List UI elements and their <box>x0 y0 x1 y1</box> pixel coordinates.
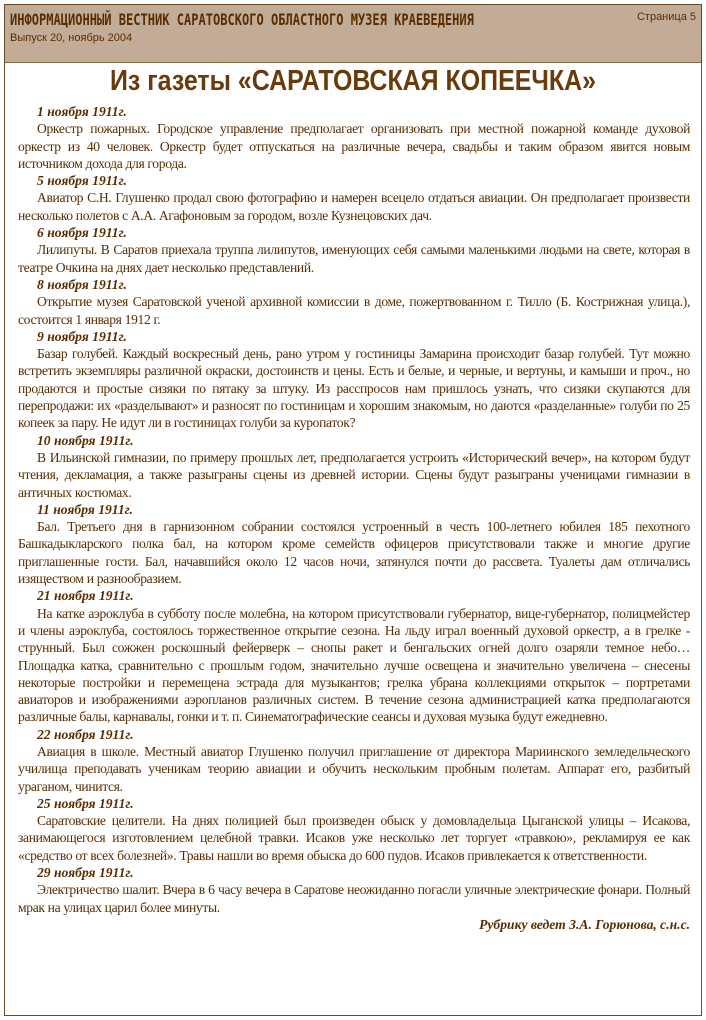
entry-date: 22 ноября 1911г. <box>37 726 134 742</box>
entry-date: 6 ноября 1911г. <box>37 225 127 241</box>
newsletter-title: ИНФОРМАЦИОННЫЙ ВЕСТНИК САРАТОВСКОГО ОБЛАСТНОГО МУЗЕЯ КРАЕВЕДЕНИЯ <box>10 11 474 30</box>
entry-date: 21 ноября 1911г. <box>37 588 134 604</box>
entry-text: Авиация в школе. Местный авиатор Глушенко получил приглашение от директора Мариинского земледельческого училища преподавать ученикам теорию авиации и обучить нескольким пробным полетам. Аппарат его, разбитый ураганом, чинится. <box>18 743 690 794</box>
entry-date: 11 ноября 1911г. <box>37 501 133 517</box>
entry-date: 25 ноября 1911г. <box>37 795 134 811</box>
entry-text: Саратовские целители. На днях полицией был произведен обыск у домовладельца Цыганской улицы – Исакова, занимающегося изготовлением целебной травки. Исаков уже несколько лет торгует «травкою», рекламируя ее как «средство от всех болезней». Травы нашли во время обыска до 600 пудов. Исаков привлекается к ответственности. <box>18 813 690 863</box>
page-number: Страница 5 <box>636 11 696 23</box>
signature: Рубрику ведет З.А. Горюнова, с.н.с. <box>479 916 690 932</box>
entry-text: Электричество шалит. Вчера в 6 часу вечера в Саратове неожиданно погасли уличные электрические фонари. Полный мрак на улицах царил более минуты. <box>18 882 690 915</box>
issue-label: Выпуск 20, ноябрь 2004 <box>10 32 133 44</box>
entry-date: 29 ноября 1911г. <box>37 865 134 881</box>
entry-text: Открытие музея Саратовской ученой архивной комиссии в доме, пожертвованном г. Тилло (Б. Кострижная улица.), состоится 1 января 1912 г. <box>18 294 690 327</box>
article-body <box>18 103 690 933</box>
entry-date: 10 ноября 1911г. <box>37 432 134 448</box>
entry-text: Бал. Третьего дня в гарнизонном собрании состоялся устроенный в честь 100-летнего юбилея 185 пехотного Башкадыкларского полка бал, на котором кроме семейств офицеров присутствовали также и многие другие приглашенные гости. Бал, начавшийся около 12 часов ночи, затянулся почти до рассвета. Туалеты дам отличались изяществом и разнообразием. <box>18 519 690 587</box>
entry-text: Базар голубей. Каждый воскресный день, рано утром у гостиницы Замарина происходит базар голубей. Тут можно встретить экземпляры различной окраски, достоинств и цены. Есть и белые, и черные, и вертуны, и камыши и проч., но продаются и простые сизяки по пятаку за штуку. Из расспросов нам пришлось узнать, что сизяки скупаются для перепродажи: их «разделывают» и разносят по гостиницам и хорошим знакомым, но даются «разделанные» голуби по 25 копеек за пару. Не идут ли в гостиницах голуби за куропаток? <box>18 346 690 431</box>
masthead <box>5 5 701 63</box>
article-title: Из газеты «САРАТОВСКАЯ КОПЕЕЧКА» <box>110 65 596 97</box>
entry-date: 1 ноября 1911г. <box>37 104 127 119</box>
page-frame <box>4 4 702 1016</box>
entry-date: 9 ноября 1911г. <box>37 328 127 344</box>
entry-text: В Ильинской гимназии, по примеру прошлых лет, предполагается устроить «Исторический вечер», на котором будут чтения, декламация, а также разыграны сцены из древней истории. Сцены будут разыграны ученицами гимназии в античных костюмах. <box>18 449 690 500</box>
entry-text: Авиатор С.Н. Глушенко продал свою фотографию и намерен всецело отдаться авиации. Он предполагает произвести несколько полетов с А.А. Агафоновым за городом, возле Кузнецовских дач. <box>18 190 690 223</box>
entry-text: Оркестр пожарных. Городское управление предполагает организовать при местной пожарной команде духовой оркестр из 40 человек. Оркестр будет отпускаться на различные вечера, свадьбы и таким образом явится новым источником дохода для города. <box>18 121 690 171</box>
entry-text: На катке аэроклуба в субботу после молебна, на котором присутствовали губернатор, вице-губернатор, полицмейстер и члены аэроклуба, состоялось торжественное открытие сезона. На льду играл военный духовой оркестр, а в грелке - струнный. Был сожжен роскошный фейерверк – снопы ракет и бенгальских огней долго озаряли темное небо… Площадка катка, сравнительно с прошлым годом, значительно лучше освещена и значительно увеличена – снесены некоторые постройки и перемещена эстрада для музыкантов; грелка убрана коллекциями открыток – портретами авиаторов и изображениями аэропланов различных систем. В течение сезона администрацией катка предполагаются различные балы, карнавалы, гонки и т. п. Синематографические сеансы и духовая музыка будут ежедневно. <box>18 605 690 725</box>
entry-date: 8 ноября 1911г. <box>37 276 127 292</box>
entry-date: 5 ноября 1911г. <box>37 173 127 189</box>
entry-text: Лилипуты. В Саратов приехала труппа лилипутов, именующих себя самыми маленькими людьми на свете, которая в театре Очкина на днях дает несколько представлений. <box>18 242 690 275</box>
